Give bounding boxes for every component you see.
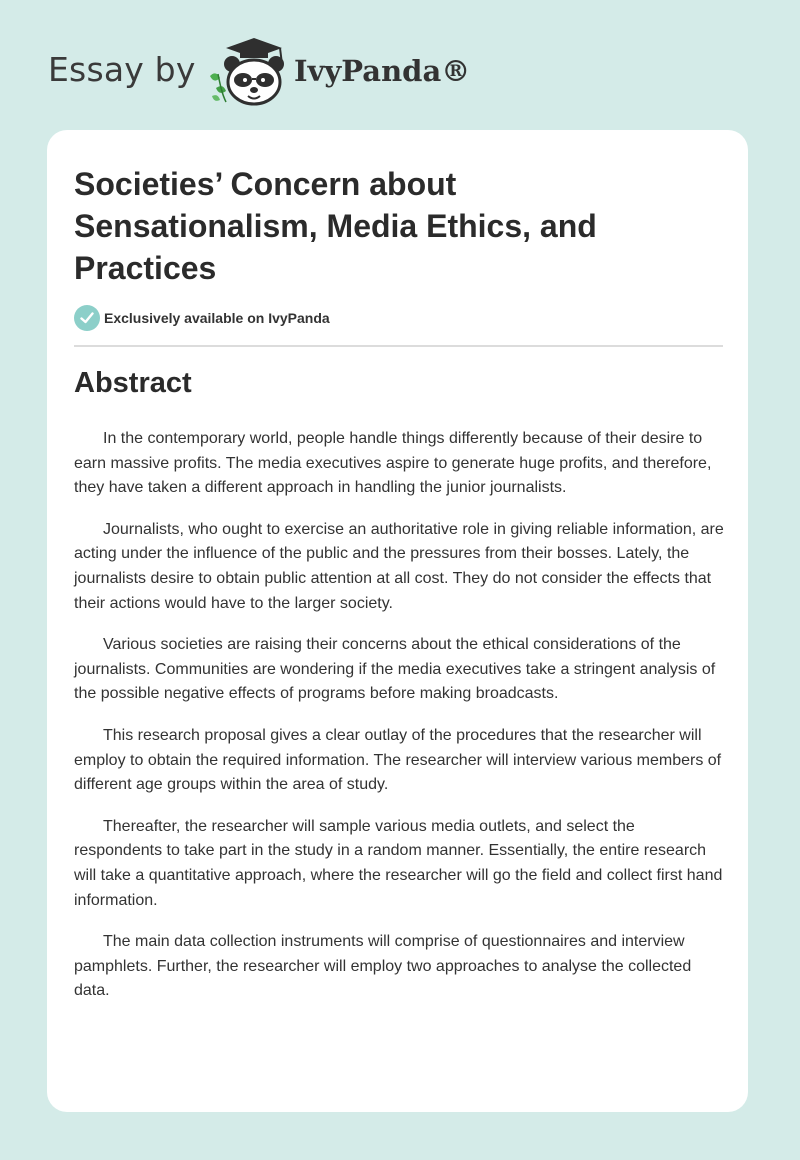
check-circle-icon [74,305,100,331]
paragraph: Various societies are raising their concerns about the ethical considerations of the journalists. Communities are wondering if the media executives take a stringent analysis of the possible negative effects of programs before making broadcasts. [74,636,716,703]
paragraph: This research proposal gives a clear outlay of the procedures that the researcher will employ to obtain the required information. The researcher will interview various members of different age groups within the area of study. [74,726,722,794]
paragraph: Thereafter, the researcher will sample various media outlets, and select the respondents to take part in the study in a random manner. Essentially, the entire research will take a quantitative approach, where the researcher will go the field and collect first hand information. [74,817,723,909]
brand-name[interactable]: IvyPanda® [294,54,471,88]
essay-card [47,130,748,1112]
paragraph: In the contemporary world, people handle things differently because of their desire to earn massive profits. The media executives aspire to generate huge profits, and therefore, they have taken a different approach in handling the junior journalists. [74,430,712,497]
essay-by-label: Essay by [48,50,196,89]
page-title: Societies’ Concern about Sensationalism, Media Ethics, and Practices [74,166,597,286]
site-header [48,36,648,108]
exclusive-badge-label: Exclusively available on IvyPanda [104,310,330,326]
abstract-body [74,427,726,1021]
section-heading-abstract: Abstract [74,367,192,399]
paragraph: The main data collection instruments will comprise of questionnaires and interview pamphlets. Further, the researcher will employ two approaches to analyse the collected data. [74,933,692,1000]
paragraph: Journalists, who ought to exercise an authoritative role in giving reliable information, are acting under the influence of the public and the pressures from their bosses. Lately, the journalists desire to obtain public attention at all cost. They do not consider the effects that their actions would have to the larger society. [74,520,724,612]
divider [74,345,723,347]
panda-graduate-logo-icon[interactable] [202,36,292,108]
